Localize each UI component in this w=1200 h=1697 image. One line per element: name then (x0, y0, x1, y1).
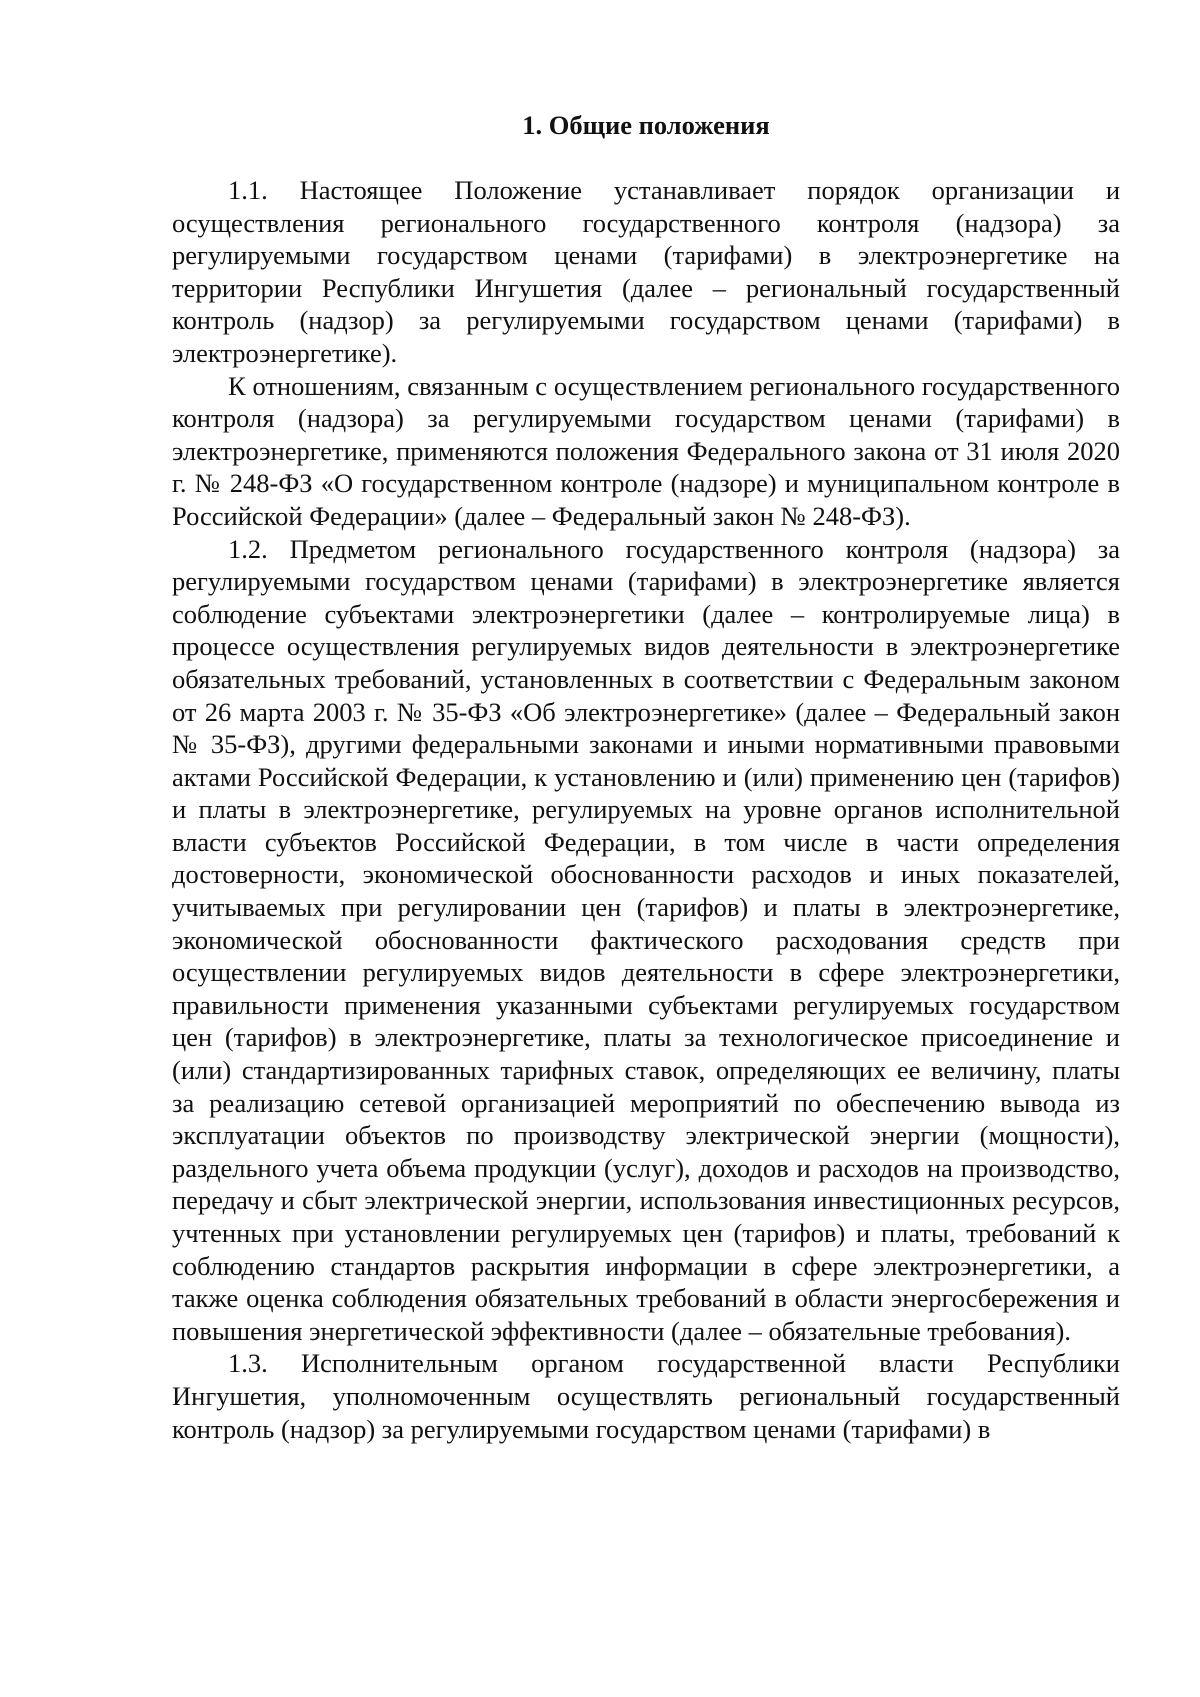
paragraph-1-2: 1.2. Предметом регионального государственного контроля (надзора) за регулируемыми государством ценами (тарифами) в электроэнергетике является соблюдение субъектами электроэнергетики (далее – контролируемые лица) в процессе осуществления регулируемых видов деятельности в электроэнергетике обязательных требований, установленных в соответствии с Федеральным законом от 26 марта 2003 г. № 35-ФЗ «Об электроэнергетике» (далее – Федеральный закон № 35-ФЗ), другими федеральными законами и иными нормативными правовыми актами Российской Федерации, к установлению и (или) применению цен (тарифов) и платы в электроэнергетике, регулируемых на уровне органов исполнительной власти субъектов Российской Федерации, в том числе в части определения достоверности, экономической обоснованности расходов и иных показателей, учитываемых при регулировании цен (тарифов) и платы в электроэнергетике, экономической обоснованности фактического расходования средств при осуществлении регулируемых видов деятельности в сфере электроэнергетики, правильности применения указанными субъектами регулируемых государством цен (тарифов) в электроэнергетике, платы за технологическое присоединение и (или) стандартизированных тарифных ставок, определяющих ее величину, платы за реализацию сетевой организацией мероприятий по обеспечению вывода из эксплуатации объектов по производству электрической энергии (мощности), раздельного учета объема продукции (услуг), доходов и расходов на производство, передачу и сбыт электрической энергии, использования инвестиционных ресурсов, учтенных при установлении регулируемых цен (тарифов) и платы, требований к соблюдению стандартов раскрытия информации в сфере электроэнергетики, а также оценка соблюдения обязательных требований в области энергосбережения и повышения энергетической эффективности (далее – обязательные требования). (172, 533, 1120, 1346)
section-heading: 1. Общие положения (522, 110, 770, 140)
paragraph-1-3: 1.3. Исполнительным органом государственной власти Республики Ингушетия, уполномоченным осуществлять региональный государственный контроль (надзор) за регулируемыми государством ценами (тарифами) в (172, 1348, 1120, 1444)
paragraph-relations: К отношениям, связанным с осуществлением регионального государственного контроля (надзора) за регулируемыми государством ценами (тарифами) в электроэнергетике, применяются положения Федерального закона от 31 июля 2020 г. № 248-ФЗ «О государственном контроле (надзоре) и муниципальном контроле в Российской Федерации» (далее – Федеральный закон № 248-ФЗ). (172, 370, 1120, 531)
paragraph-1-1: 1.1. Настоящее Положение устанавливает порядок организации и осуществления регионального государственного контроля (надзора) за регулируемыми государством ценами (тарифами) в электроэнергетике на территории Республики Ингушетия (далее – региональный государственный контроль (надзор) за регулируемыми государством ценами (тарифами) в электроэнергетике). (172, 175, 1120, 368)
document-body (172, 110, 1120, 1445)
